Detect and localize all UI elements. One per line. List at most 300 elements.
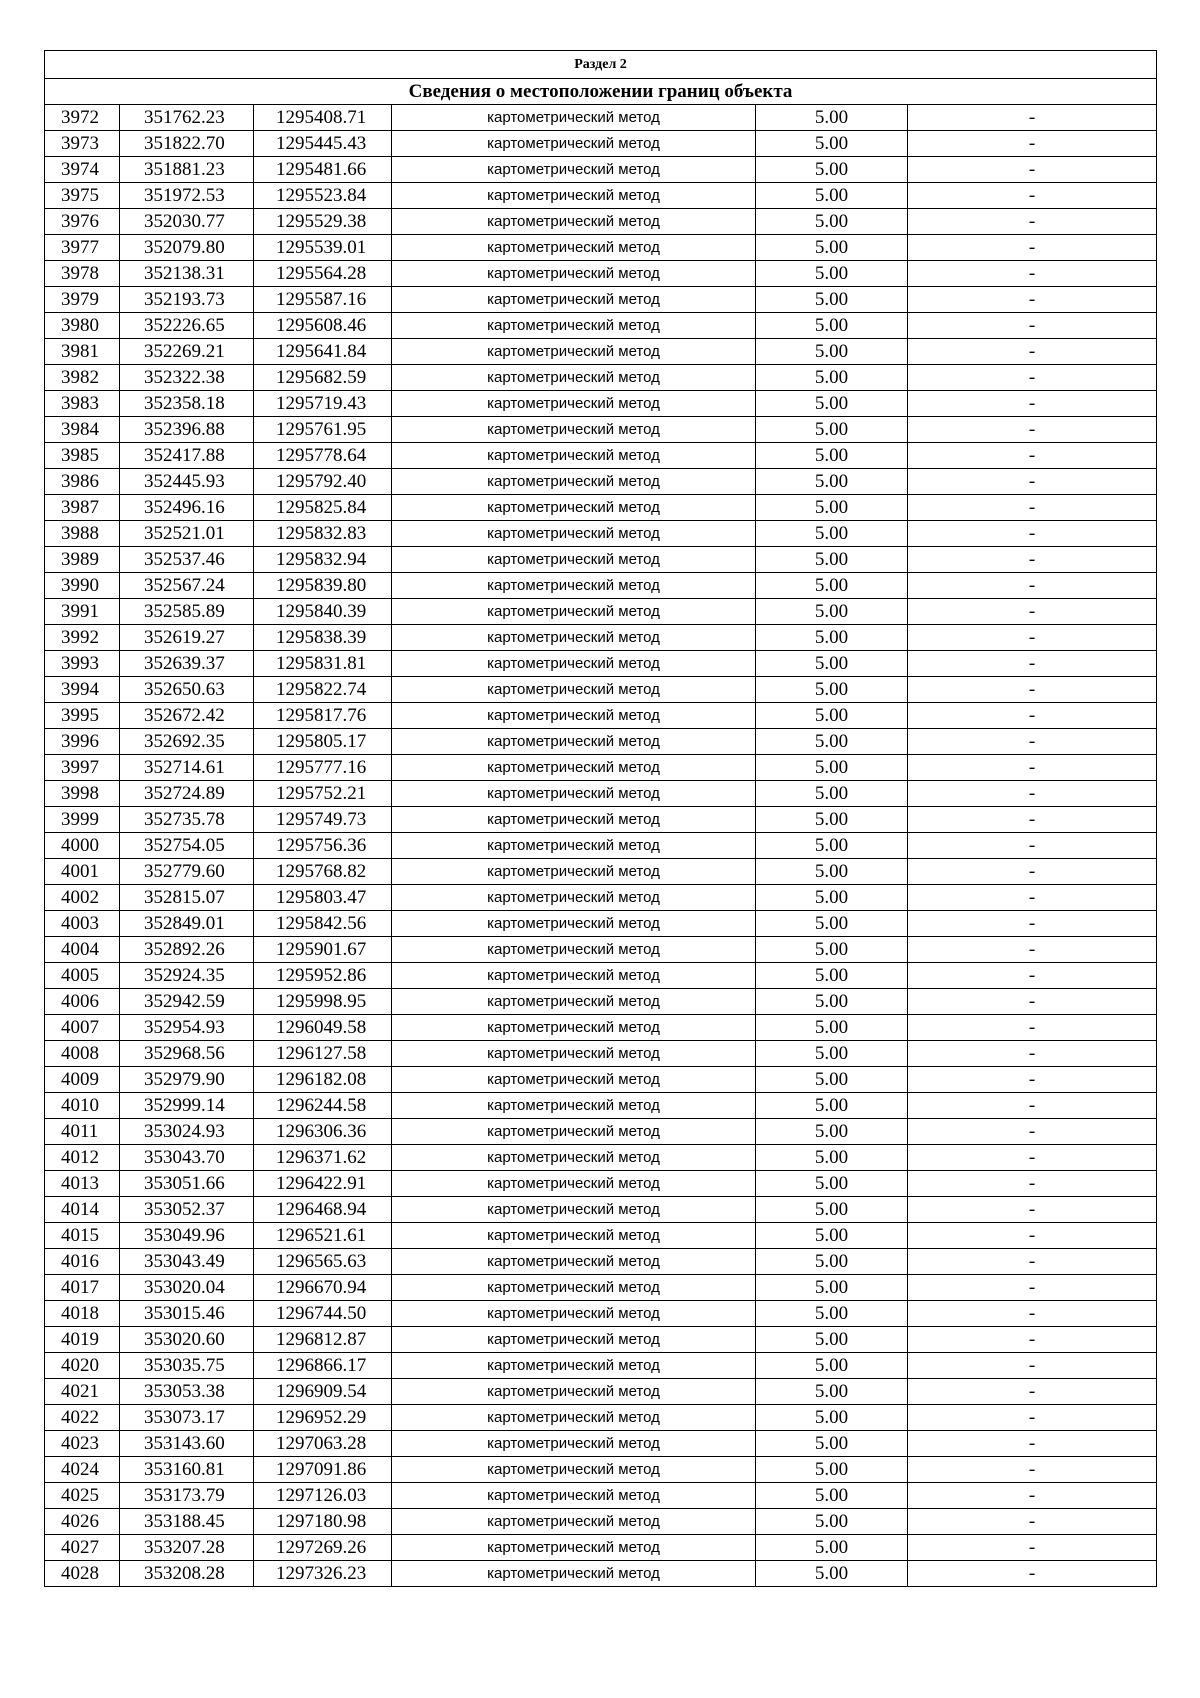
y-coordinate-cell: 1295831.81: [254, 651, 392, 677]
point-number-cell: 4013: [45, 1171, 120, 1197]
x-coordinate-cell: 352396.88: [120, 417, 254, 443]
method-cell: картометрический метод: [392, 1379, 756, 1405]
x-coordinate-cell: 352735.78: [120, 807, 254, 833]
x-coordinate-cell: 352692.35: [120, 729, 254, 755]
point-number-cell: 3978: [45, 261, 120, 287]
table-row: [45, 1509, 1157, 1535]
description-cell: -: [908, 1119, 1157, 1145]
accuracy-cell: 5.00: [756, 209, 908, 235]
description-cell: -: [908, 573, 1157, 599]
method-cell: картометрический метод: [392, 209, 756, 235]
accuracy-cell: 5.00: [756, 1301, 908, 1327]
point-number-cell: 3982: [45, 365, 120, 391]
point-number-cell: 3989: [45, 547, 120, 573]
accuracy-cell: 5.00: [756, 729, 908, 755]
x-coordinate-cell: 351762.23: [120, 105, 254, 131]
x-coordinate-cell: 351822.70: [120, 131, 254, 157]
accuracy-cell: 5.00: [756, 1041, 908, 1067]
accuracy-cell: 5.00: [756, 495, 908, 521]
x-coordinate-cell: 352496.16: [120, 495, 254, 521]
point-number-cell: 3985: [45, 443, 120, 469]
accuracy-cell: 5.00: [756, 339, 908, 365]
accuracy-cell: 5.00: [756, 1327, 908, 1353]
description-cell: -: [908, 1197, 1157, 1223]
method-cell: картометрический метод: [392, 1353, 756, 1379]
method-cell: картометрический метод: [392, 1327, 756, 1353]
table-row: [45, 1093, 1157, 1119]
description-cell: -: [908, 1145, 1157, 1171]
description-cell: -: [908, 1327, 1157, 1353]
description-cell: -: [908, 1483, 1157, 1509]
accuracy-cell: 5.00: [756, 573, 908, 599]
method-cell: картометрический метод: [392, 989, 756, 1015]
method-cell: картометрический метод: [392, 339, 756, 365]
table-row: [45, 391, 1157, 417]
accuracy-cell: 5.00: [756, 1379, 908, 1405]
y-coordinate-cell: 1295817.76: [254, 703, 392, 729]
point-number-cell: 4026: [45, 1509, 120, 1535]
y-coordinate-cell: 1295792.40: [254, 469, 392, 495]
point-number-cell: 4025: [45, 1483, 120, 1509]
table-row: [45, 339, 1157, 365]
table-row: [45, 1561, 1157, 1587]
x-coordinate-cell: 352815.07: [120, 885, 254, 911]
accuracy-cell: 5.00: [756, 1145, 908, 1171]
method-cell: картометрический метод: [392, 1535, 756, 1561]
point-number-cell: 4007: [45, 1015, 120, 1041]
point-number-cell: 4017: [45, 1275, 120, 1301]
accuracy-cell: 5.00: [756, 937, 908, 963]
x-coordinate-cell: 352924.35: [120, 963, 254, 989]
x-coordinate-cell: 352650.63: [120, 677, 254, 703]
y-coordinate-cell: 1295539.01: [254, 235, 392, 261]
point-number-cell: 4019: [45, 1327, 120, 1353]
description-cell: -: [908, 1405, 1157, 1431]
method-cell: картометрический метод: [392, 313, 756, 339]
accuracy-cell: 5.00: [756, 521, 908, 547]
y-coordinate-cell: 1295825.84: [254, 495, 392, 521]
method-cell: картометрический метод: [392, 1197, 756, 1223]
point-number-cell: 3975: [45, 183, 120, 209]
table-row: [45, 1275, 1157, 1301]
description-cell: -: [908, 1093, 1157, 1119]
x-coordinate-cell: 352537.46: [120, 547, 254, 573]
method-cell: картометрический метод: [392, 1405, 756, 1431]
table-row: [45, 937, 1157, 963]
x-coordinate-cell: 352954.93: [120, 1015, 254, 1041]
y-coordinate-cell: 1295842.56: [254, 911, 392, 937]
description-cell: -: [908, 1171, 1157, 1197]
y-coordinate-cell: 1295832.94: [254, 547, 392, 573]
table-row: [45, 677, 1157, 703]
method-cell: картометрический метод: [392, 1067, 756, 1093]
description-cell: -: [908, 365, 1157, 391]
x-coordinate-cell: 351972.53: [120, 183, 254, 209]
table-row: [45, 365, 1157, 391]
y-coordinate-cell: 1296182.08: [254, 1067, 392, 1093]
accuracy-cell: 5.00: [756, 131, 908, 157]
point-number-cell: 3977: [45, 235, 120, 261]
y-coordinate-cell: 1296670.94: [254, 1275, 392, 1301]
method-cell: картометрический метод: [392, 443, 756, 469]
description-cell: -: [908, 339, 1157, 365]
x-coordinate-cell: 352358.18: [120, 391, 254, 417]
description-cell: -: [908, 261, 1157, 287]
y-coordinate-cell: 1295523.84: [254, 183, 392, 209]
method-cell: картометрический метод: [392, 365, 756, 391]
table-row: [45, 859, 1157, 885]
table-row: [45, 157, 1157, 183]
method-cell: картометрический метод: [392, 1249, 756, 1275]
y-coordinate-cell: 1295832.83: [254, 521, 392, 547]
description-cell: -: [908, 313, 1157, 339]
accuracy-cell: 5.00: [756, 391, 908, 417]
table-row: [45, 469, 1157, 495]
table-row: [45, 729, 1157, 755]
table-row: [45, 1405, 1157, 1431]
method-cell: картометрический метод: [392, 1171, 756, 1197]
x-coordinate-cell: 352999.14: [120, 1093, 254, 1119]
x-coordinate-cell: 352714.61: [120, 755, 254, 781]
y-coordinate-cell: 1296744.50: [254, 1301, 392, 1327]
x-coordinate-cell: 352226.65: [120, 313, 254, 339]
y-coordinate-cell: 1295445.43: [254, 131, 392, 157]
description-cell: -: [908, 1223, 1157, 1249]
method-cell: картометрический метод: [392, 1301, 756, 1327]
x-coordinate-cell: 353052.37: [120, 1197, 254, 1223]
method-cell: картометрический метод: [392, 1509, 756, 1535]
table-row: [45, 1145, 1157, 1171]
point-number-cell: 3993: [45, 651, 120, 677]
accuracy-cell: 5.00: [756, 469, 908, 495]
x-coordinate-cell: 353073.17: [120, 1405, 254, 1431]
y-coordinate-cell: 1295839.80: [254, 573, 392, 599]
method-cell: картометрический метод: [392, 1015, 756, 1041]
method-cell: картометрический метод: [392, 261, 756, 287]
point-number-cell: 4010: [45, 1093, 120, 1119]
y-coordinate-cell: 1295777.16: [254, 755, 392, 781]
y-coordinate-cell: 1296468.94: [254, 1197, 392, 1223]
description-cell: -: [908, 105, 1157, 131]
method-cell: картометрический метод: [392, 1119, 756, 1145]
table-row: [45, 599, 1157, 625]
accuracy-cell: 5.00: [756, 183, 908, 209]
y-coordinate-cell: 1295803.47: [254, 885, 392, 911]
accuracy-cell: 5.00: [756, 833, 908, 859]
x-coordinate-cell: 353015.46: [120, 1301, 254, 1327]
point-number-cell: 4014: [45, 1197, 120, 1223]
accuracy-cell: 5.00: [756, 677, 908, 703]
y-coordinate-cell: 1295608.46: [254, 313, 392, 339]
y-coordinate-cell: 1295761.95: [254, 417, 392, 443]
method-cell: картометрический метод: [392, 1041, 756, 1067]
accuracy-cell: 5.00: [756, 625, 908, 651]
method-cell: картометрический метод: [392, 469, 756, 495]
y-coordinate-cell: 1295952.86: [254, 963, 392, 989]
table-row: [45, 1483, 1157, 1509]
table-row: [45, 521, 1157, 547]
description-cell: -: [908, 469, 1157, 495]
method-cell: картометрический метод: [392, 287, 756, 313]
x-coordinate-cell: 352672.42: [120, 703, 254, 729]
method-cell: картометрический метод: [392, 521, 756, 547]
point-number-cell: 3981: [45, 339, 120, 365]
boundary-coordinates-table: [44, 50, 1157, 1587]
y-coordinate-cell: 1296127.58: [254, 1041, 392, 1067]
table-row: [45, 807, 1157, 833]
x-coordinate-cell: 352849.01: [120, 911, 254, 937]
point-number-cell: 3994: [45, 677, 120, 703]
table-row: [45, 1457, 1157, 1483]
section-header-row: [45, 51, 1157, 79]
point-number-cell: 3991: [45, 599, 120, 625]
description-cell: -: [908, 1067, 1157, 1093]
accuracy-cell: 5.00: [756, 1249, 908, 1275]
method-cell: картометрический метод: [392, 1223, 756, 1249]
table-row: [45, 417, 1157, 443]
y-coordinate-cell: 1297269.26: [254, 1535, 392, 1561]
table-row: [45, 183, 1157, 209]
x-coordinate-cell: 352892.26: [120, 937, 254, 963]
table-row: [45, 1301, 1157, 1327]
x-coordinate-cell: 352322.38: [120, 365, 254, 391]
method-cell: картометрический метод: [392, 495, 756, 521]
y-coordinate-cell: 1295749.73: [254, 807, 392, 833]
y-coordinate-cell: 1297063.28: [254, 1431, 392, 1457]
table-row: [45, 651, 1157, 677]
x-coordinate-cell: 353020.60: [120, 1327, 254, 1353]
accuracy-cell: 5.00: [756, 911, 908, 937]
accuracy-cell: 5.00: [756, 885, 908, 911]
y-coordinate-cell: 1295587.16: [254, 287, 392, 313]
accuracy-cell: 5.00: [756, 1067, 908, 1093]
y-coordinate-cell: 1296909.54: [254, 1379, 392, 1405]
y-coordinate-cell: 1296371.62: [254, 1145, 392, 1171]
description-cell: -: [908, 391, 1157, 417]
point-number-cell: 4023: [45, 1431, 120, 1457]
point-number-cell: 3980: [45, 313, 120, 339]
y-coordinate-cell: 1295529.38: [254, 209, 392, 235]
x-coordinate-cell: 352269.21: [120, 339, 254, 365]
x-coordinate-cell: 352619.27: [120, 625, 254, 651]
point-number-cell: 4022: [45, 1405, 120, 1431]
y-coordinate-cell: 1296521.61: [254, 1223, 392, 1249]
point-number-cell: 3976: [45, 209, 120, 235]
description-cell: -: [908, 521, 1157, 547]
method-cell: картометрический метод: [392, 1431, 756, 1457]
point-number-cell: 4021: [45, 1379, 120, 1405]
table-row: [45, 1535, 1157, 1561]
accuracy-cell: 5.00: [756, 989, 908, 1015]
description-cell: -: [908, 1535, 1157, 1561]
point-number-cell: 3986: [45, 469, 120, 495]
x-coordinate-cell: 353188.45: [120, 1509, 254, 1535]
point-number-cell: 4003: [45, 911, 120, 937]
table-row: [45, 573, 1157, 599]
point-number-cell: 4018: [45, 1301, 120, 1327]
method-cell: картометрический метод: [392, 157, 756, 183]
accuracy-cell: 5.00: [756, 365, 908, 391]
point-number-cell: 4005: [45, 963, 120, 989]
x-coordinate-cell: 352138.31: [120, 261, 254, 287]
method-cell: картометрический метод: [392, 547, 756, 573]
method-cell: картометрический метод: [392, 807, 756, 833]
method-cell: картометрический метод: [392, 625, 756, 651]
accuracy-cell: 5.00: [756, 261, 908, 287]
y-coordinate-cell: 1295778.64: [254, 443, 392, 469]
accuracy-cell: 5.00: [756, 1223, 908, 1249]
y-coordinate-cell: 1296952.29: [254, 1405, 392, 1431]
table-row: [45, 495, 1157, 521]
section-title: Раздел 2: [45, 51, 1157, 79]
accuracy-cell: 5.00: [756, 1405, 908, 1431]
description-cell: -: [908, 781, 1157, 807]
x-coordinate-cell: 353024.93: [120, 1119, 254, 1145]
method-cell: картометрический метод: [392, 235, 756, 261]
y-coordinate-cell: 1295840.39: [254, 599, 392, 625]
description-cell: -: [908, 443, 1157, 469]
y-coordinate-cell: 1295822.74: [254, 677, 392, 703]
y-coordinate-cell: 1296422.91: [254, 1171, 392, 1197]
x-coordinate-cell: 352724.89: [120, 781, 254, 807]
y-coordinate-cell: 1296244.58: [254, 1093, 392, 1119]
table-row: [45, 1223, 1157, 1249]
point-number-cell: 4024: [45, 1457, 120, 1483]
description-cell: -: [908, 1015, 1157, 1041]
table-row: [45, 105, 1157, 131]
description-cell: -: [908, 677, 1157, 703]
description-cell: -: [908, 1561, 1157, 1587]
point-number-cell: 3998: [45, 781, 120, 807]
y-coordinate-cell: 1296049.58: [254, 1015, 392, 1041]
description-cell: -: [908, 1353, 1157, 1379]
description-cell: -: [908, 729, 1157, 755]
description-cell: -: [908, 287, 1157, 313]
table-row: [45, 1041, 1157, 1067]
x-coordinate-cell: 352417.88: [120, 443, 254, 469]
accuracy-cell: 5.00: [756, 703, 908, 729]
accuracy-cell: 5.00: [756, 313, 908, 339]
table-row: [45, 911, 1157, 937]
y-coordinate-cell: 1295838.39: [254, 625, 392, 651]
table-row: [45, 313, 1157, 339]
description-cell: -: [908, 235, 1157, 261]
accuracy-cell: 5.00: [756, 1353, 908, 1379]
table-row: [45, 1249, 1157, 1275]
method-cell: картометрический метод: [392, 1093, 756, 1119]
y-coordinate-cell: 1296565.63: [254, 1249, 392, 1275]
point-number-cell: 3992: [45, 625, 120, 651]
table-row: [45, 209, 1157, 235]
method-cell: картометрический метод: [392, 963, 756, 989]
y-coordinate-cell: 1295641.84: [254, 339, 392, 365]
table-row: [45, 625, 1157, 651]
table-row: [45, 1015, 1157, 1041]
x-coordinate-cell: 353143.60: [120, 1431, 254, 1457]
table-row: [45, 755, 1157, 781]
point-number-cell: 4015: [45, 1223, 120, 1249]
method-cell: картометрический метод: [392, 105, 756, 131]
point-number-cell: 4002: [45, 885, 120, 911]
accuracy-cell: 5.00: [756, 1535, 908, 1561]
description-cell: -: [908, 1041, 1157, 1067]
x-coordinate-cell: 352585.89: [120, 599, 254, 625]
point-number-cell: 3972: [45, 105, 120, 131]
table-row: [45, 261, 1157, 287]
y-coordinate-cell: 1297091.86: [254, 1457, 392, 1483]
x-coordinate-cell: 352639.37: [120, 651, 254, 677]
description-cell: -: [908, 1301, 1157, 1327]
y-coordinate-cell: 1296866.17: [254, 1353, 392, 1379]
x-coordinate-cell: 352193.73: [120, 287, 254, 313]
method-cell: картометрический метод: [392, 781, 756, 807]
point-number-cell: 4028: [45, 1561, 120, 1587]
accuracy-cell: 5.00: [756, 599, 908, 625]
description-cell: -: [908, 859, 1157, 885]
method-cell: картометрический метод: [392, 1561, 756, 1587]
point-number-cell: 3990: [45, 573, 120, 599]
method-cell: картометрический метод: [392, 651, 756, 677]
accuracy-cell: 5.00: [756, 651, 908, 677]
x-coordinate-cell: 352754.05: [120, 833, 254, 859]
table-subtitle: Сведения о местоположении границ объекта: [45, 79, 1157, 105]
accuracy-cell: 5.00: [756, 1483, 908, 1509]
table-row: [45, 1327, 1157, 1353]
table-row: [45, 1431, 1157, 1457]
accuracy-cell: 5.00: [756, 1457, 908, 1483]
y-coordinate-cell: 1295805.17: [254, 729, 392, 755]
table-row: [45, 235, 1157, 261]
x-coordinate-cell: 353207.28: [120, 1535, 254, 1561]
point-number-cell: 3997: [45, 755, 120, 781]
point-number-cell: 3979: [45, 287, 120, 313]
accuracy-cell: 5.00: [756, 157, 908, 183]
point-number-cell: 4027: [45, 1535, 120, 1561]
table-row: [45, 131, 1157, 157]
accuracy-cell: 5.00: [756, 105, 908, 131]
y-coordinate-cell: 1295719.43: [254, 391, 392, 417]
accuracy-cell: 5.00: [756, 1015, 908, 1041]
y-coordinate-cell: 1297126.03: [254, 1483, 392, 1509]
accuracy-cell: 5.00: [756, 417, 908, 443]
description-cell: -: [908, 625, 1157, 651]
accuracy-cell: 5.00: [756, 1119, 908, 1145]
description-cell: -: [908, 833, 1157, 859]
method-cell: картометрический метод: [392, 703, 756, 729]
description-cell: -: [908, 1275, 1157, 1301]
table-row: [45, 547, 1157, 573]
accuracy-cell: 5.00: [756, 781, 908, 807]
point-number-cell: 4011: [45, 1119, 120, 1145]
y-coordinate-cell: 1296306.36: [254, 1119, 392, 1145]
x-coordinate-cell: 352079.80: [120, 235, 254, 261]
point-number-cell: 4012: [45, 1145, 120, 1171]
accuracy-cell: 5.00: [756, 547, 908, 573]
point-number-cell: 4004: [45, 937, 120, 963]
y-coordinate-cell: 1295564.28: [254, 261, 392, 287]
description-cell: -: [908, 1457, 1157, 1483]
document-page: [44, 50, 1156, 1587]
description-cell: -: [908, 989, 1157, 1015]
point-number-cell: 3974: [45, 157, 120, 183]
description-cell: -: [908, 885, 1157, 911]
accuracy-cell: 5.00: [756, 1431, 908, 1457]
description-cell: -: [908, 131, 1157, 157]
method-cell: картометрический метод: [392, 1457, 756, 1483]
method-cell: картометрический метод: [392, 1145, 756, 1171]
method-cell: картометрический метод: [392, 1275, 756, 1301]
y-coordinate-cell: 1295682.59: [254, 365, 392, 391]
